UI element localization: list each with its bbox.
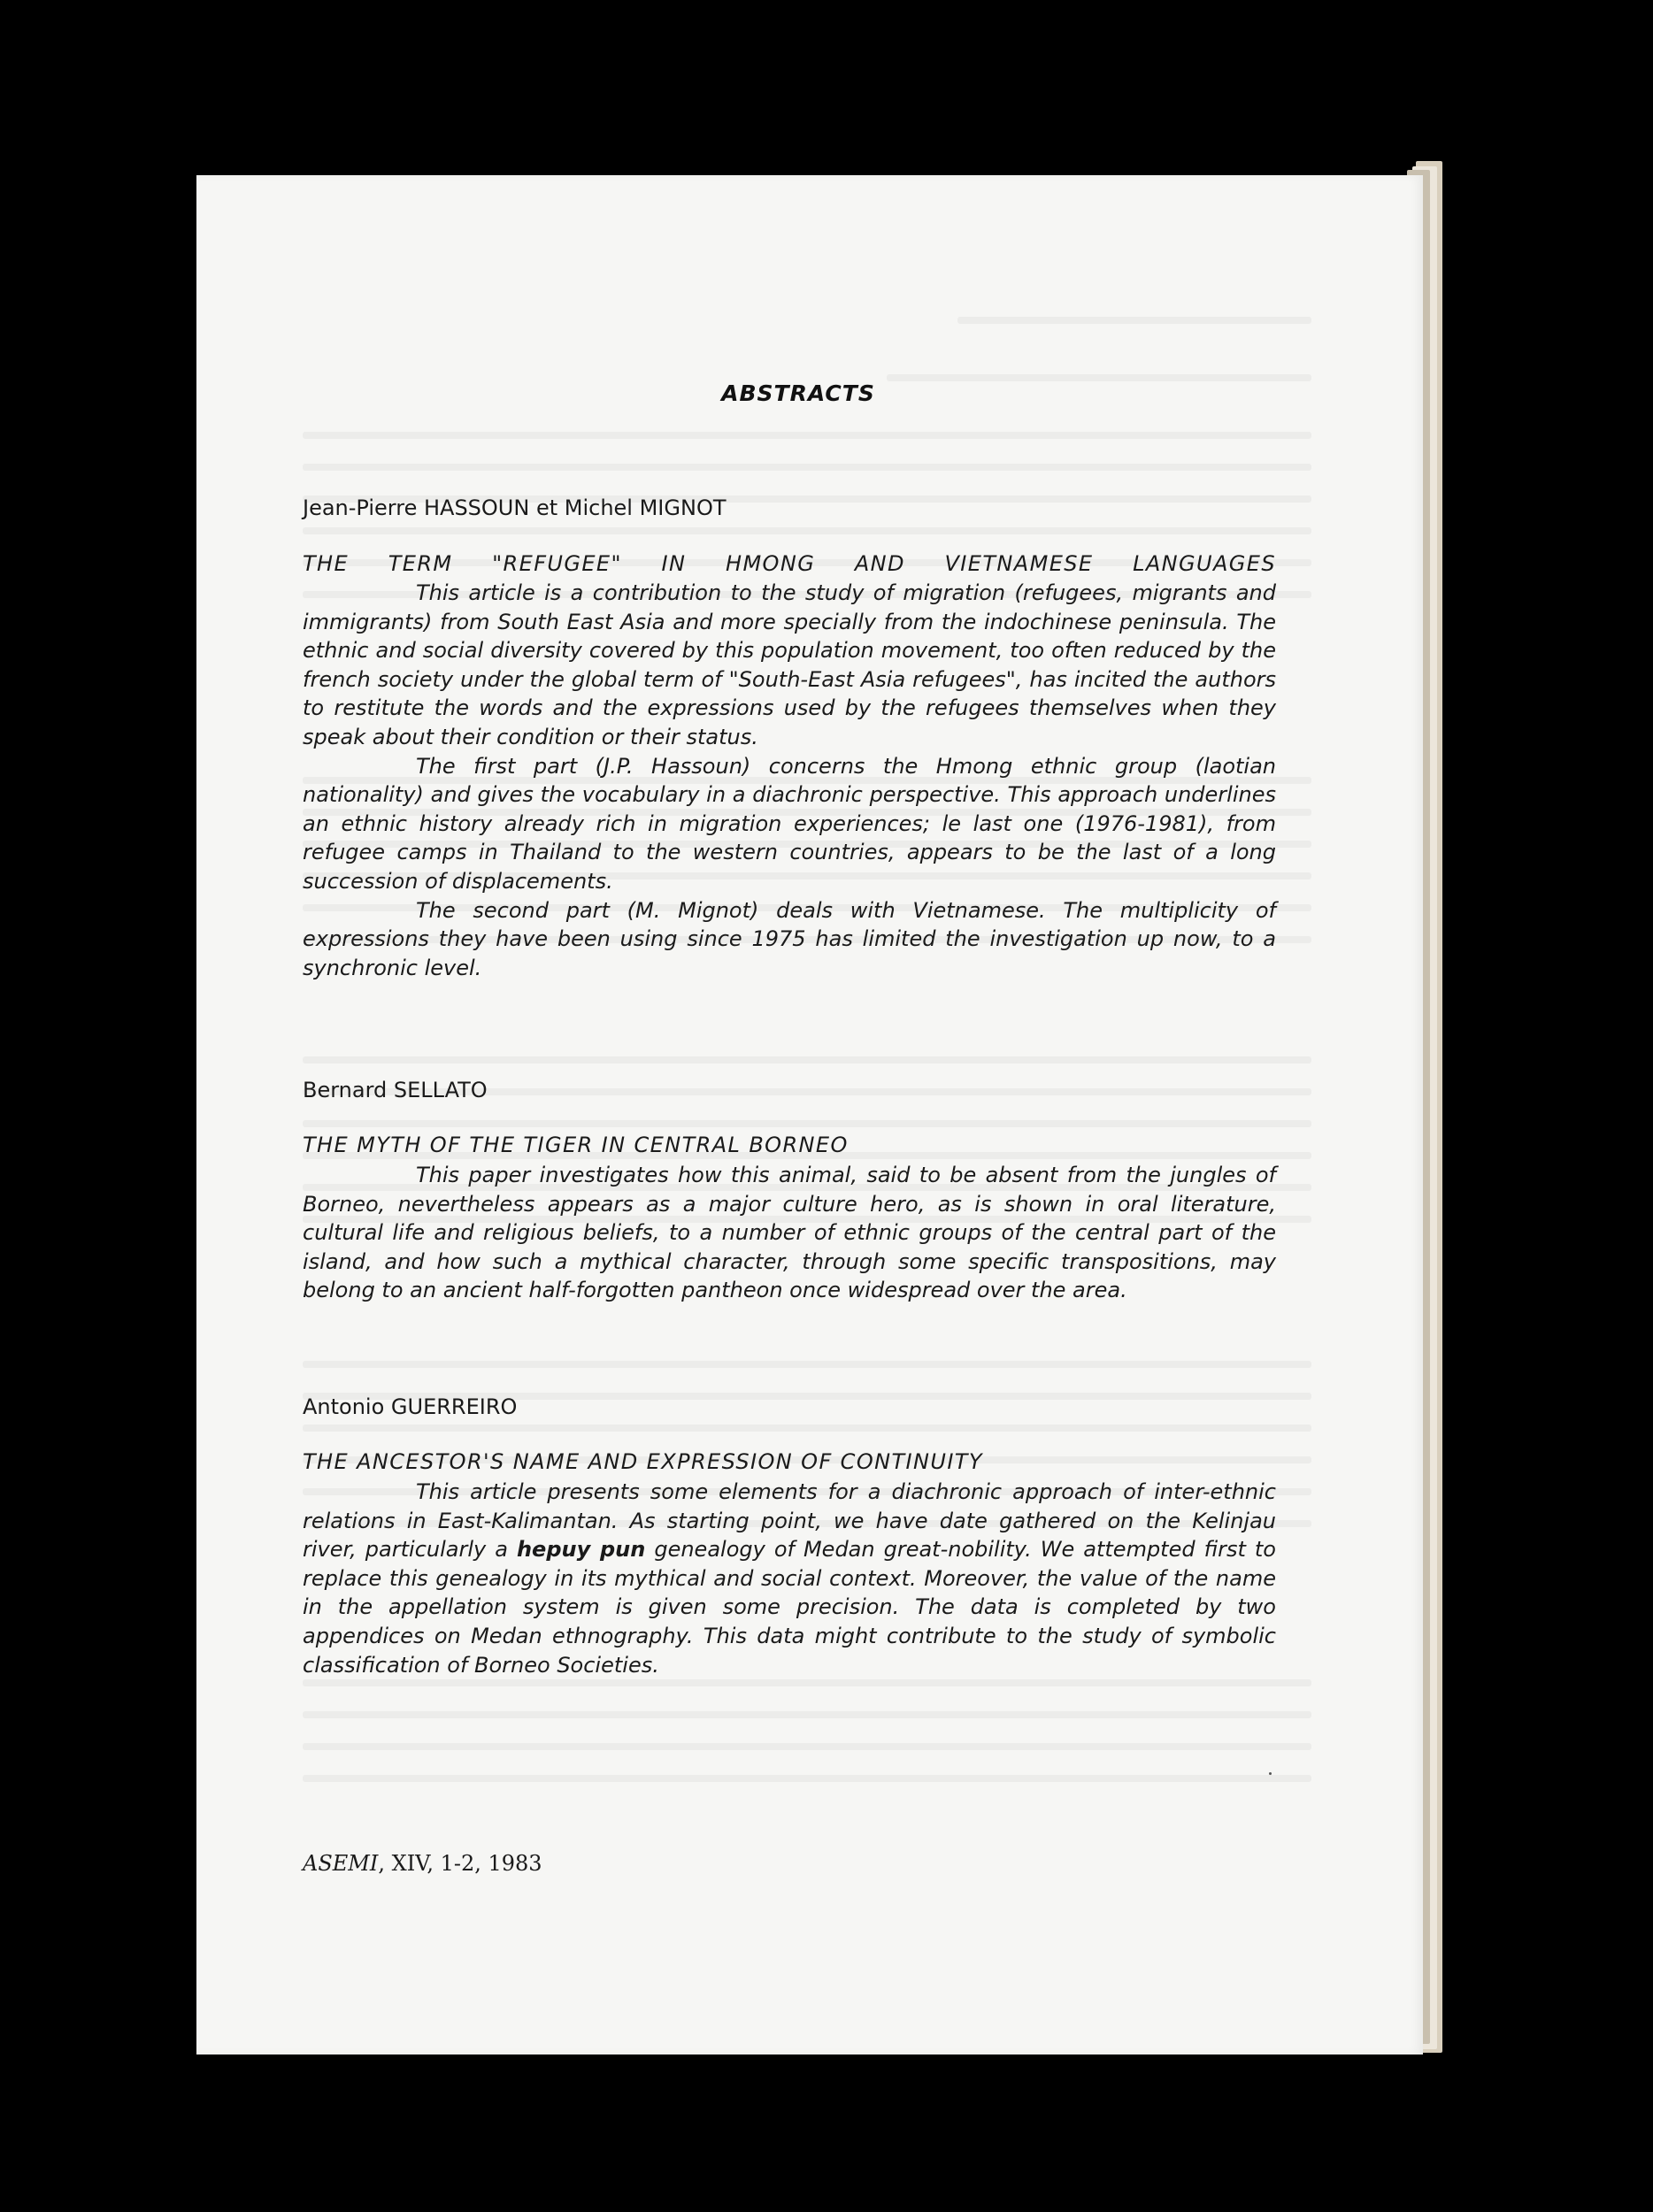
article-title: THE TERM "REFUGEE" IN HMONG AND VIETNAMESE LANGUAGES <box>303 551 1276 576</box>
abstract-paragraph <box>303 1478 1276 1679</box>
journal-issue: , XIV, 1-2, 1983 <box>378 1851 542 1876</box>
article-title: THE ANCESTOR'S NAME AND EXPRESSION OF CONTINUITY <box>303 1449 983 1474</box>
abstract-paragraph: This paper investigates how this animal, said to be absent from the jungles of Borneo, nevertheless appears as a major culture hero, as is shown in oral literature, cultural life and religious beliefs, to a number of ethnic groups of the central part of the island, and how such a mythical character, through some specific transpositions, may belong to an ancient half-forgotten pantheon once widespread over the area. <box>303 1163 1276 1303</box>
paper-speck <box>1269 1772 1272 1775</box>
journal-citation <box>303 1851 542 1876</box>
article-authors: Bernard SELLATO <box>303 1078 488 1102</box>
article-authors: Antonio GUERREIRO <box>303 1394 518 1419</box>
page-title: ABSTRACTS <box>721 380 875 406</box>
reverse-page-bleed-through <box>196 175 1423 2055</box>
abstract-paragraph: This article is a contribution to the study of migration (refugees, migrants and immigrants) from South East Asia and more specially from the indochinese peninsula. The ethnic and social diversity covered by this population movement, too often reduced by the french society under the global term of "South-East Asia refugees", has incited the authors to restitute the words and the expressions used by the refugees themselves when they speak about their condition or their status. <box>303 580 1276 749</box>
article-abstract <box>303 1161 1276 1305</box>
article-title: THE MYTH OF THE TIGER IN CENTRAL BORNEO <box>303 1133 849 1157</box>
abstract-text: genealogy of Medan great-nobility. We attempted first to replace this genealogy in its mythical and social context. Moreover, the value of the name in the appellation system is given some precision. The data is completed by two appendices on Medan ethnography. This data might contribute to the study of symbolic classification of Borneo Societies. <box>303 1537 1276 1678</box>
document-page <box>196 175 1423 2055</box>
emphasized-term: hepuy pun <box>516 1537 646 1563</box>
article-authors: Jean-Pierre HASSOUN et Michel MIGNOT <box>303 495 727 520</box>
abstract-text: This article presents some elements for a diachronic approach of inter-ethnic relations in East-Kalimantan. As starting point, we have date gathered on the Kelinjau river, particularly a <box>303 1479 1276 1563</box>
abstract-paragraph: The first part (J.P. Hassoun) concerns the Hmong ethnic group (laotian nationality) and gives the vocabulary in a diachronic perspective. This approach underlines an ethnic history already rich in migration experiences; le last one (1976-1981), from refugee camps in Thailand to the western countries, appears to be the last of a long succession of displacements. <box>303 753 1276 894</box>
article-abstract <box>303 1478 1276 1679</box>
article-abstract <box>303 579 1276 982</box>
journal-name: ASEMI <box>303 1851 379 1876</box>
abstract-paragraph: The second part (M. Mignot) deals with Vietnamese. The multiplicity of expressions they have been using since 1975 has limited the investigation up now, to a synchronic level. <box>303 897 1276 980</box>
